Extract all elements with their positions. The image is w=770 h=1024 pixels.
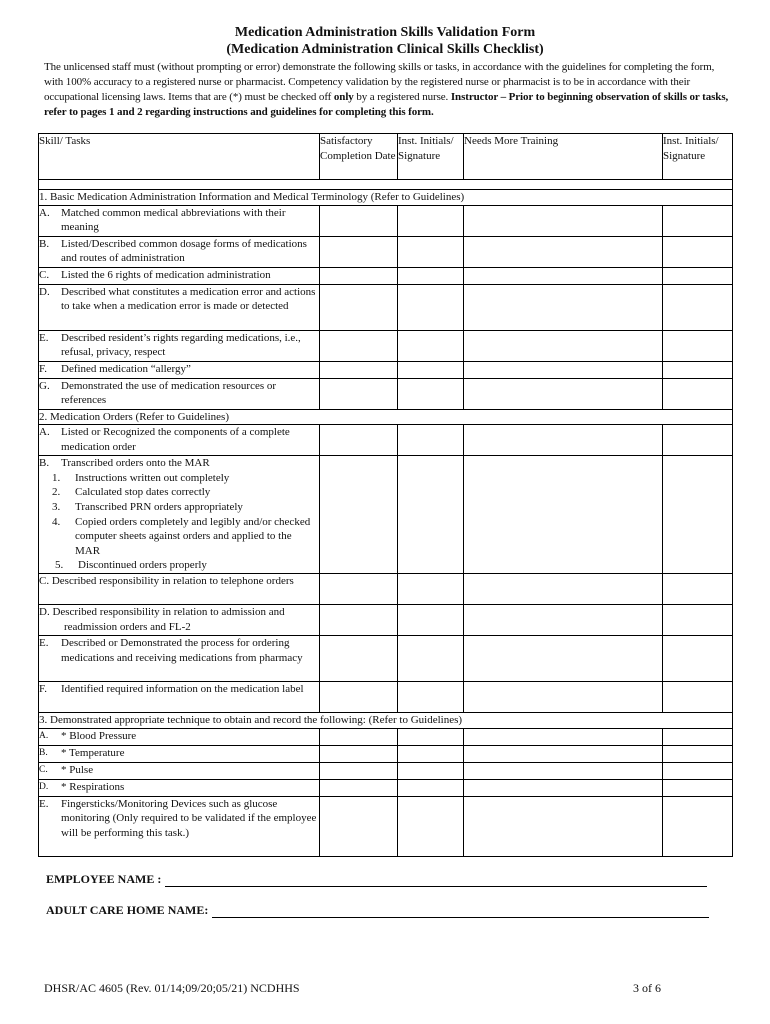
completion-date-cell[interactable]	[320, 762, 398, 779]
intro-instructor-note: Instructor – Prior to beginning observation of skills or tasks, refer to pages 1 and 2 regarding instructions and guidelines for completing this form.	[44, 91, 729, 118]
completion-date-cell[interactable]	[320, 728, 398, 745]
header-row	[39, 134, 733, 180]
initials-cell[interactable]	[398, 796, 464, 856]
section-header-1	[39, 190, 733, 206]
initials-cell[interactable]	[398, 330, 464, 361]
needs-training-cell[interactable]	[464, 745, 663, 762]
sub-item: 3. Transcribed PRN orders appropriately	[52, 500, 243, 513]
skills-checklist-table	[38, 133, 733, 857]
initials-cell[interactable]	[398, 635, 464, 681]
table-row	[39, 330, 733, 361]
page-number: 3 of 6	[633, 981, 661, 995]
initials-cell[interactable]	[398, 456, 464, 574]
table-row	[39, 205, 733, 236]
initials-cell[interactable]	[398, 681, 464, 712]
task-letter: A.	[39, 730, 49, 741]
task-letter: E.	[39, 636, 49, 649]
table-row	[39, 267, 733, 284]
table-row	[39, 604, 733, 635]
table-row	[39, 284, 733, 330]
task-text: Listed the 6 rights of medication administration	[61, 268, 271, 281]
needs-training-cell[interactable]	[464, 378, 663, 409]
section-3-title: 3. Demonstrated appropriate technique to obtain and record the following: (Refer to Guidelines)	[39, 712, 733, 728]
needs-training-cell[interactable]	[464, 635, 663, 681]
form-code: DHSR/AC 4605 (Rev. 01/14;09/20;05/21) NCDHHS	[44, 981, 300, 995]
completion-date-cell[interactable]	[320, 604, 398, 635]
task-text: Described resident’s rights regarding medications, i.e., refusal, privacy, respect	[61, 331, 301, 359]
section-header-3	[39, 712, 733, 728]
completion-date-cell[interactable]	[320, 361, 398, 378]
completion-date-cell[interactable]	[320, 425, 398, 456]
initials-cell[interactable]	[398, 604, 464, 635]
header-needs-training: Needs More Training	[464, 134, 663, 180]
needs-training-cell[interactable]	[464, 604, 663, 635]
initials-cell[interactable]	[398, 573, 464, 604]
task-letter: E.	[39, 331, 49, 344]
task-text: Fingersticks/Monitoring Devices such as glucose monitoring (Only required to be validated if the employee will be performing this task.)	[61, 797, 317, 839]
table-row	[39, 779, 733, 796]
initials-cell-2[interactable]	[663, 425, 733, 456]
task-letter: C.	[39, 764, 48, 775]
initials-cell-2[interactable]	[663, 284, 733, 330]
completion-date-cell[interactable]	[320, 779, 398, 796]
table-row	[39, 573, 733, 604]
sub-item: 5. Discontinued orders properly	[55, 559, 207, 572]
needs-training-cell[interactable]	[464, 330, 663, 361]
initials-cell[interactable]	[398, 779, 464, 796]
initials-cell-2[interactable]	[663, 361, 733, 378]
task-text: Demonstrated the use of medication resources or references	[61, 379, 277, 407]
task-letter: D.	[39, 781, 49, 792]
initials-cell-2[interactable]	[663, 378, 733, 409]
employee-name-field	[46, 872, 707, 887]
adult-care-home-field	[46, 903, 709, 918]
needs-training-cell[interactable]	[464, 361, 663, 378]
task-text: C. Described responsibility in relation to telephone orders	[39, 574, 294, 587]
task-text: Described or Demonstrated the process for ordering medications and receiving medications from pharmacy	[61, 636, 303, 664]
form-title	[0, 24, 770, 58]
form-title-line2: (Medication Administration Clinical Skills Checklist)	[226, 42, 544, 57]
initials-cell[interactable]	[398, 205, 464, 236]
needs-training-cell[interactable]	[464, 681, 663, 712]
section-2-title: 2. Medication Orders (Refer to Guidelines)	[39, 409, 733, 425]
initials-cell-2[interactable]	[663, 573, 733, 604]
table-row	[39, 425, 733, 456]
form-title-line1: Medication Administration Skills Validation Form	[234, 25, 536, 40]
completion-date-cell[interactable]	[320, 284, 398, 330]
task-text: Described what constitutes a medication error and actions to take when a medication error is made or detected	[61, 285, 316, 313]
initials-cell[interactable]	[398, 745, 464, 762]
initials-cell-2[interactable]	[663, 762, 733, 779]
task-letter: A.	[39, 206, 50, 219]
completion-date-cell[interactable]	[320, 745, 398, 762]
completion-date-cell[interactable]	[320, 330, 398, 361]
intro-text-1: The unlicensed staff must (without prompting or error) demonstrate the following skills or tasks, in accordance with the guidelines for completing the form, with 100% accuracy to a registered nurse or pharmacist. Competency validation by the registered nurse or pharmacist is to be in accordance with their occupational licensing laws. Items that are (*) must be checked off	[44, 61, 715, 103]
initials-cell-2[interactable]	[663, 236, 733, 267]
needs-training-cell[interactable]	[464, 284, 663, 330]
initials-cell-2[interactable]	[663, 205, 733, 236]
header-completion-date: Satisfactory Completion Date	[320, 134, 398, 180]
table-row	[39, 361, 733, 378]
task-letter: D.	[39, 285, 50, 298]
completion-date-cell[interactable]	[320, 378, 398, 409]
header-skill-tasks: Skill/ Tasks	[39, 134, 320, 180]
sub-item: 4. Copied orders completely and legibly and/or checked computer sheets against orders and applied to the MAR	[52, 515, 311, 557]
needs-training-cell[interactable]	[464, 796, 663, 856]
initials-cell-2[interactable]	[663, 604, 733, 635]
task-text: * Temperature	[61, 746, 125, 759]
initials-cell[interactable]	[398, 762, 464, 779]
task-letter: B.	[39, 457, 50, 470]
header-initials-2: Inst. Initials/ Signature	[663, 134, 733, 180]
task-letter: A.	[39, 426, 50, 439]
task-letter: C.	[39, 268, 50, 281]
initials-cell[interactable]	[398, 267, 464, 284]
header-initials: Inst. Initials/ Signature	[398, 134, 464, 180]
initials-cell[interactable]	[398, 236, 464, 267]
table-row	[39, 745, 733, 762]
needs-training-cell[interactable]	[464, 779, 663, 796]
spacer-row	[39, 180, 733, 190]
initials-cell[interactable]	[398, 425, 464, 456]
needs-training-cell[interactable]	[464, 267, 663, 284]
table-row	[39, 378, 733, 409]
needs-training-cell[interactable]	[464, 205, 663, 236]
adult-care-home-input-line[interactable]	[212, 905, 709, 918]
table-row	[39, 796, 733, 856]
section-1-title: 1. Basic Medication Administration Information and Medical Terminology (Refer to Guidelines)	[39, 190, 733, 206]
needs-training-cell[interactable]	[464, 762, 663, 779]
initials-cell-2[interactable]	[663, 728, 733, 745]
employee-name-label: EMPLOYEE NAME :	[46, 872, 162, 886]
task-letter: E.	[39, 797, 49, 810]
task-text: * Pulse	[61, 763, 94, 776]
table-row	[39, 728, 733, 745]
table-row	[39, 681, 733, 712]
needs-training-cell[interactable]	[464, 573, 663, 604]
completion-date-cell[interactable]	[320, 796, 398, 856]
needs-training-cell[interactable]	[464, 236, 663, 267]
task-text: Matched common medical abbreviations with their meaning	[61, 206, 286, 234]
initials-cell-2[interactable]	[663, 635, 733, 681]
employee-name-input-line[interactable]	[165, 874, 707, 887]
initials-cell[interactable]	[398, 284, 464, 330]
task-text: Defined medication “allergy”	[61, 362, 191, 375]
task-letter: B.	[39, 747, 48, 758]
adult-care-home-label: ADULT CARE HOME NAME:	[46, 903, 209, 917]
completion-date-cell[interactable]	[320, 456, 398, 574]
instructions-paragraph	[44, 60, 729, 120]
task-text: Identified required information on the medication label	[61, 682, 304, 695]
sub-item: 1. Instructions written out completely	[52, 471, 230, 484]
needs-training-cell[interactable]	[464, 425, 663, 456]
initials-cell[interactable]	[398, 728, 464, 745]
initials-cell-2[interactable]	[663, 745, 733, 762]
table-row	[39, 236, 733, 267]
table-row	[39, 635, 733, 681]
needs-training-cell[interactable]	[464, 456, 663, 574]
initials-cell-2[interactable]	[663, 330, 733, 361]
completion-date-cell[interactable]	[320, 573, 398, 604]
initials-cell[interactable]	[398, 378, 464, 409]
task-text: Listed or Recognized the components of a complete medication order	[61, 426, 290, 453]
task-text: Listed/Described common dosage forms of medications and routes of administration	[61, 237, 307, 265]
needs-training-cell[interactable]	[464, 728, 663, 745]
completion-date-cell[interactable]	[320, 681, 398, 712]
initials-cell-2[interactable]	[663, 267, 733, 284]
task-text: * Blood Pressure	[61, 729, 137, 742]
initials-cell-2[interactable]	[663, 681, 733, 712]
completion-date-cell[interactable]	[320, 635, 398, 681]
task-letter: B.	[39, 237, 50, 250]
initials-cell-2[interactable]	[663, 779, 733, 796]
completion-date-cell[interactable]	[320, 267, 398, 284]
initials-cell[interactable]	[398, 361, 464, 378]
initials-cell-2[interactable]	[663, 796, 733, 856]
task-text: D. Described responsibility in relation to admission and readmission orders and FL-2	[39, 605, 285, 633]
task-letter: G.	[39, 379, 50, 392]
intro-only: only	[333, 91, 354, 103]
sub-item: 2. Calculated stop dates correctly	[52, 486, 211, 499]
intro-text-2: by a registered nurse.	[353, 91, 451, 103]
table-row	[39, 762, 733, 779]
task-text: * Respirations	[61, 780, 125, 793]
section-header-2	[39, 409, 733, 425]
completion-date-cell[interactable]	[320, 236, 398, 267]
task-text: Transcribed orders onto the MAR	[61, 457, 210, 470]
completion-date-cell[interactable]	[320, 205, 398, 236]
task-letter: F.	[39, 362, 47, 375]
task-letter: F.	[39, 682, 47, 695]
initials-cell-2[interactable]	[663, 456, 733, 574]
table-row	[39, 456, 733, 574]
